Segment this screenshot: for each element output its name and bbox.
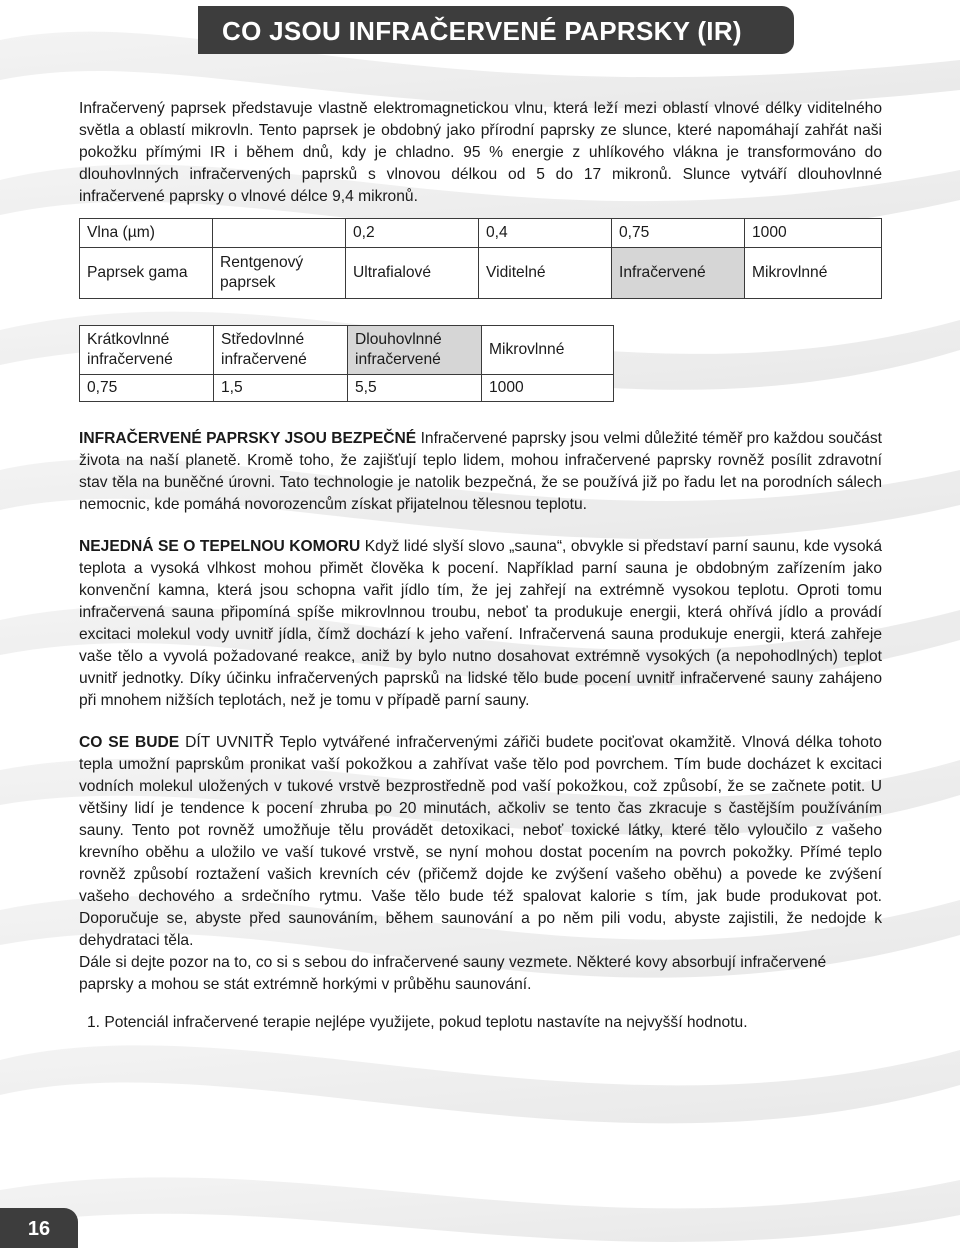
table-cell: 1000	[745, 219, 882, 248]
table-cell: 0,75	[612, 219, 745, 248]
page-title: CO JSOU INFRAČERVENÉ PAPRSKY (IR)	[222, 16, 742, 46]
table-cell-highlight: Dlouhovlnné infračervené	[348, 326, 482, 375]
page-number: 16	[27, 1218, 51, 1240]
table-cell-highlight: Infračervené	[612, 248, 745, 299]
table-cell: 1000	[482, 375, 614, 402]
section-not-heat-chamber	[79, 536, 882, 712]
content	[79, 98, 882, 1034]
table-cell: Rentgenový paprsek	[213, 248, 346, 299]
wavelength-table	[79, 218, 882, 299]
table-cell	[213, 219, 346, 248]
section-text: Když lidé slyší slovo „sauna“, obvykle si představí parní saunu, kde vysoká teplota a vysoká vlhkost mohou přimět člověka k pocení. Například parní sauna je obdobným zařízením jako konvenční kamna, která jsou schopna vařit jídlo tím, že jej zahřejí na extrémně vysokou teplotu. Oproti tomu infračervená sauna připomíná spíše mikrovlnnou troubu, neboť ta produkuje energii, která ohřívá jídlo a provádí excitaci molekul vody uvnitř jídla, čímž dochází k jeho vaření. Infračervená sauna produkuje energii, která zahřeje vaše tělo a vyvolá požadované reakce, aniž by bylo nutno dosahovat extrémně vysokých (a nepohodlných) teplot uvnitř jednotky. Díky účinku infračervených paprsků na lidské tělo bude pocení uvnitř infračervené sauny zahájeno při mnohem nižších teplotách, než je tomu v případě parní sauny.	[79, 538, 882, 709]
section-text: Infračervené paprsky jsou velmi důležité téměř pro každou součást života na naší planetě. Kromě toho, že zajišťují teplo lidem, mohou infračervené paprsky rovněž posílit zdravotní stav těla na buněčné úrovni. Tato technologie je natolik bezpečná, že se používá již po řadu let na porodních sálech nemocnic, kde pomáhá novorozencům získat přijatelnou tělesnou teplotu.	[79, 430, 882, 513]
table-cell: Ultrafialové	[346, 248, 479, 299]
section-lead-extra: DÍT UVNITŘ	[185, 734, 274, 751]
table-cell: 0,4	[479, 219, 612, 248]
page-header	[198, 6, 794, 54]
table-cell: Středovlnné infračervené	[214, 326, 348, 375]
section-lead: CO SE BUDE	[79, 734, 180, 751]
table-cell: 1,5	[214, 375, 348, 402]
table-cell: Paprsek gama	[80, 248, 213, 299]
table-cell: 0,75	[80, 375, 214, 402]
infrared-bands-table	[79, 325, 614, 402]
table-cell: 5,5	[348, 375, 482, 402]
section-text: Teplo vytvářené infračervenými zářiči budete pociťovat okamžitě. Vlnová délka tohoto tepla umožní paprskům pronikat vaší pokožkou a zahřívat vaše tělo pod povrchem. Tím bude docházet k excitaci vodních molekul uložených v tukové vrstvě bezprostředně pod vaší pokožkou, což způsobí, že se začnete potit. U většiny lidí je tendence k pocení zhruba po 20 minutách, ačkoliv se tento čas zkracuje s častějším používáním sauny. Tento pot rovněž umožňuje tělu provádět detoxikaci, neboť toxické látky, které tělo vyloučilo z vašeho krevního oběhu a uložilo ve vaší tukové vrstvě, se nyní mohou dostat pocením na povrch pokožky. Přímé teplo rovněž způsobí roztažení vašich krevních cév (přičemž dojde ke zvýšení vašeho oběhu) a povede ke zvýšení vašeho dechového a srdečního rytmu. Vaše tělo bude též spalovat kalorie s tím, jak bude produkovat pot. Doporučuje se, abyste před saunováním, během saunování a po něm pili vodu, abyste zajistili, že nedojde k dehydrataci těla.	[79, 734, 882, 949]
table-cell: Krátkovlnné infračervené	[80, 326, 214, 375]
intro-paragraph: Infračervený paprsek představuje vlastně elektromagnetickou vlnu, která leží mezi oblastí vlnové délky viditelného světla a oblastí mikrovln. Tento paprsek je obdobný jako přírodní paprsky ze slunce, které napomáhají zahřát naši pokožku přímými IR i během dnů, kdy je chladno. 95 % energie z uhlíkového vlákna je transformováno do dlouhovlnných infračervených paprsků s vlnovou délkou od 5 do 17 mikronů. Slunce vytváří dlouhovlnné infračervené paprsky o vlnové délce 9,4 mikronů.	[79, 100, 882, 205]
table-cell: Mikrovlnné	[482, 326, 614, 375]
section-what-happens	[79, 732, 882, 952]
section-text-continued: Dále si dejte pozor na to, co si s sebou do infračervené sauny vezmete. Některé kovy absorbují infračervené paprsky a mohou se stát extrémně horkými v průběhu saunování.	[79, 954, 827, 993]
section-lead: NEJEDNÁ SE O TEPELNOU KOMORU	[79, 538, 361, 555]
tip-item: 1. Potenciál infračervené terapie nejlépe využijete, pokud teplotu nastavíte na nejvyšší hodnotu.	[87, 1014, 748, 1031]
table-cell: Mikrovlnné	[745, 248, 882, 299]
table-cell: Vlna (µm)	[80, 219, 213, 248]
page-number-tab	[0, 1208, 78, 1248]
table-cell: 0,2	[346, 219, 479, 248]
table-cell: Viditelné	[479, 248, 612, 299]
section-safety	[79, 428, 882, 516]
section-lead: INFRAČERVENÉ PAPRSKY JSOU BEZPEČNÉ	[79, 430, 417, 447]
